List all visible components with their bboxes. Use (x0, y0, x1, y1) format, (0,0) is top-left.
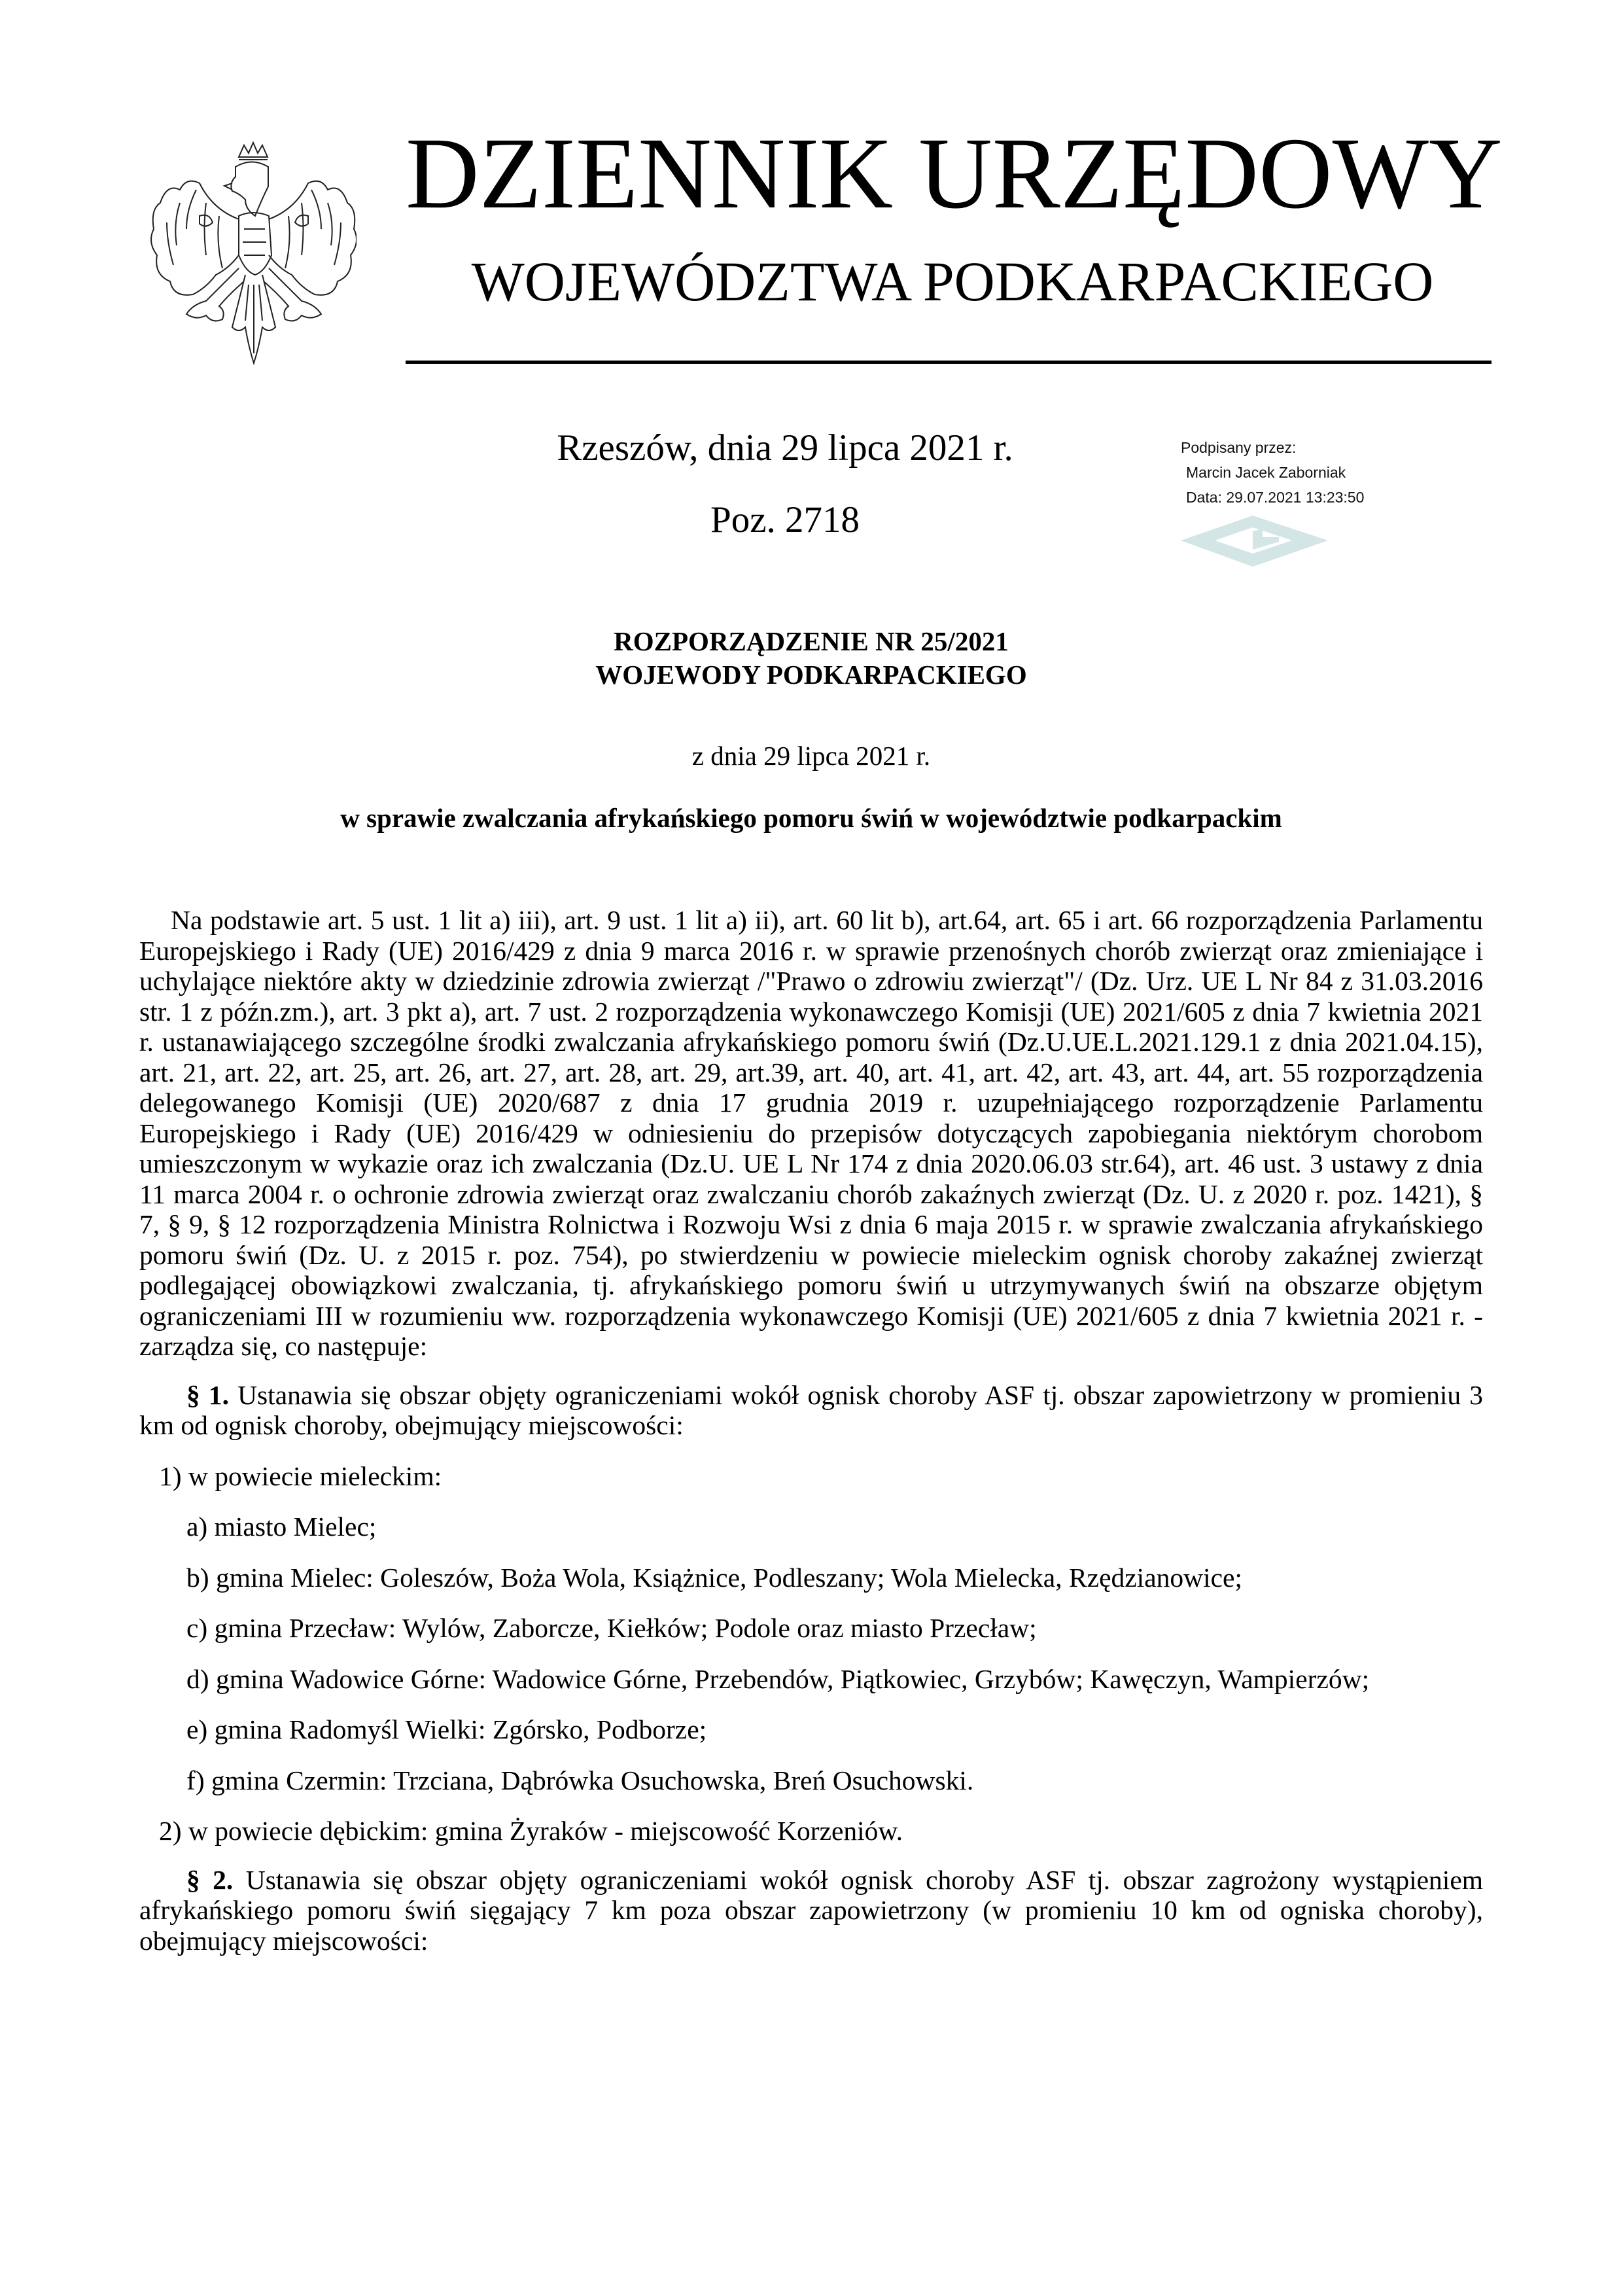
list-item-number: 1) (159, 1460, 182, 1491)
masthead-divider (406, 361, 1492, 364)
section-1 (139, 1380, 1483, 1441)
subitem-letter: d) (186, 1663, 209, 1694)
act-title-line1: ROZPORZĄDZENIE NR 25/2021 (614, 626, 1009, 656)
subitem-text: gmina Przecław: Wylów, Zaborcze, Kiełków; Podole oraz miasto Przecław; (214, 1613, 1037, 1643)
masthead-subtitle: WOJEWÓDZTWA PODKARPACKIEGO (471, 250, 1434, 313)
section-2-text: Ustanawia się obszar objęty ograniczeniami wokół ognisk choroby ASF tj. obszar zagrożony wystąpieniem afrykańskiego pomoru świń sięgający 7 km poza obszar zapowietrzony (w promieniu 10 km od ogniska choroby), obejmujący miejscowości: (139, 1864, 1484, 1956)
electronic-signature (1181, 435, 1416, 510)
subitem-text: gmina Radomyśl Wielki: Zgórsko, Podborze; (214, 1714, 707, 1744)
position-number: Poz. 2718 (710, 499, 860, 540)
list-subitem (139, 1511, 1483, 1542)
subitem-letter: f) (186, 1765, 205, 1795)
act-subject: w sprawie zwalczania afrykańskiego pomoru świń w województwie podkarpackim (340, 803, 1282, 833)
section-2-mark: § 2. (186, 1864, 234, 1895)
list-subitem (139, 1563, 1483, 1593)
polish-eagle-emblem-icon (141, 137, 357, 373)
subitem-letter: c) (186, 1613, 208, 1643)
list-item (139, 1461, 1483, 1492)
list-item (139, 1816, 1483, 1846)
act-date: z dnia 29 lipca 2021 r. (691, 741, 931, 771)
signature-logo-icon (1181, 516, 1331, 568)
signature-date: Data: 29.07.2021 13:23:50 (1186, 489, 1365, 506)
section-2 (139, 1865, 1483, 1956)
subitem-text: gmina Mielec: Goleszów, Boża Wola, Książnice, Podleszany; Wola Mielecka, Rzędzianowice; (215, 1562, 1242, 1593)
list-item-text: w powiecie mieleckim: (188, 1460, 442, 1491)
subitem-letter: e) (186, 1714, 208, 1744)
act-title-line2: WOJEWODY PODKARPACKIEGO (595, 660, 1027, 690)
section-1-mark: § 1. (186, 1379, 229, 1410)
place-date: Rzeszów, dnia 29 lipca 2021 r. (557, 427, 1013, 468)
list-subitem (139, 1765, 1483, 1796)
list-item-number: 2) (159, 1816, 182, 1846)
subitem-letter: b) (186, 1562, 209, 1593)
list-item-text: w powiecie dębickim: gmina Żyraków - miejscowość Korzeniów. (188, 1816, 903, 1846)
list-subitem (139, 1714, 1483, 1745)
subitem-text: miasto Mielec; (214, 1511, 377, 1542)
subitem-text: gmina Wadowice Górne: Wadowice Górne, Przebendów, Piątkowiec, Grzybów; Kawęczyn, Wampierzów; (215, 1663, 1370, 1694)
subitem-letter: a) (186, 1511, 208, 1542)
document-body (139, 905, 1483, 1956)
list-subitem (139, 1613, 1483, 1644)
subitem-text: gmina Czermin: Trzciana, Dąbrówka Osuchowska, Breń Osuchowski. (211, 1765, 974, 1795)
section-1-text: Ustanawia się obszar objęty ograniczeniami wokół ognisk choroby ASF tj. obszar zapowietrzony w promieniu 3 km od ognisk choroby, obejmujący miejscowości: (139, 1379, 1484, 1440)
preamble: Na podstawie art. 5 ust. 1 lit a) iii), art. 9 ust. 1 lit a) ii), art. 60 lit b), art.64, art. 65 i art. 66 rozporządzenia Parlamentu Europejskiego i Rady (UE) 2016/429 z dnia 9 marca 2016 r. w sprawie przenośnych chorób zwierząt oraz zmieniające i uchylające niektóre akty w dziedzinie zdrowia zwierząt /"Prawo o zdrowiu zwierząt"/ (Dz. Urz. UE L Nr 84 z 31.03.2016 str. 1 z późn.zm.), art. 3 pkt a), art. 7 ust. 2 rozporządzenia wykonawczego Komisji (UE) 2021/605 z dnia 7 kwietnia 2021 r. ustanawiającego szczególne środki zwalczania afrykańskiego pomoru świń (Dz.U.UE.L.2021.129.1 z dnia 2021.04.15), art. 21, art. 22, art. 25, art. 26, art. 27, art. 28, art. 29, art.39, art. 40, art. 41, art. 42, art. 43, art. 44, art. 55 rozporządzenia delegowanego Komisji (UE) 2020/687 z dnia 17 grudnia 2019 r. uzupełniającego rozporządzenie Parlamentu Europejskiego i Rady (UE) 2016/429 w odniesieniu do przepisów dotyczących zapobiegania niektórym chorobom umieszczonym w wykazie oraz ich zwalczania (Dz.U. UE L Nr 174 z dnia 2020.06.03 str.64), art. 46 ust. 3 ustawy z dnia 11 marca 2004 r. o ochronie zdrowia zwierząt oraz zwalczaniu chorób zakaźnych zwierząt (Dz. U. z 2020 r. poz. 1421), § 7, § 9, § 12 rozporządzenia Ministra Rolnictwa i Rozwoju Wsi z dnia 6 maja 2015 r. w sprawie zwalczania afrykańskiego pomoru świń (Dz. U. z 2015 r. poz. 754), po stwierdzeniu w powiecie mieleckim ognisk choroby zakaźnej zwierząt podlegającej obowiązkowi zwalczania, tj. afrykańskiego pomoru świń u utrzymywanych świń na obszarze objętym ograniczeniami III w rozumieniu ww. rozporządzenia wykonawczego Komisji (UE) 2021/605 z dnia 7 kwietnia 2021 r. - zarządza się, co następuje: (139, 905, 1483, 1361)
act-title (139, 625, 1483, 692)
list-subitem (139, 1664, 1483, 1695)
signature-signer: Marcin Jacek Zaborniak (1186, 464, 1346, 481)
masthead-title: DZIENNIK URZĘDOWY (406, 116, 1503, 230)
signature-label: Podpisany przez: (1181, 439, 1297, 456)
